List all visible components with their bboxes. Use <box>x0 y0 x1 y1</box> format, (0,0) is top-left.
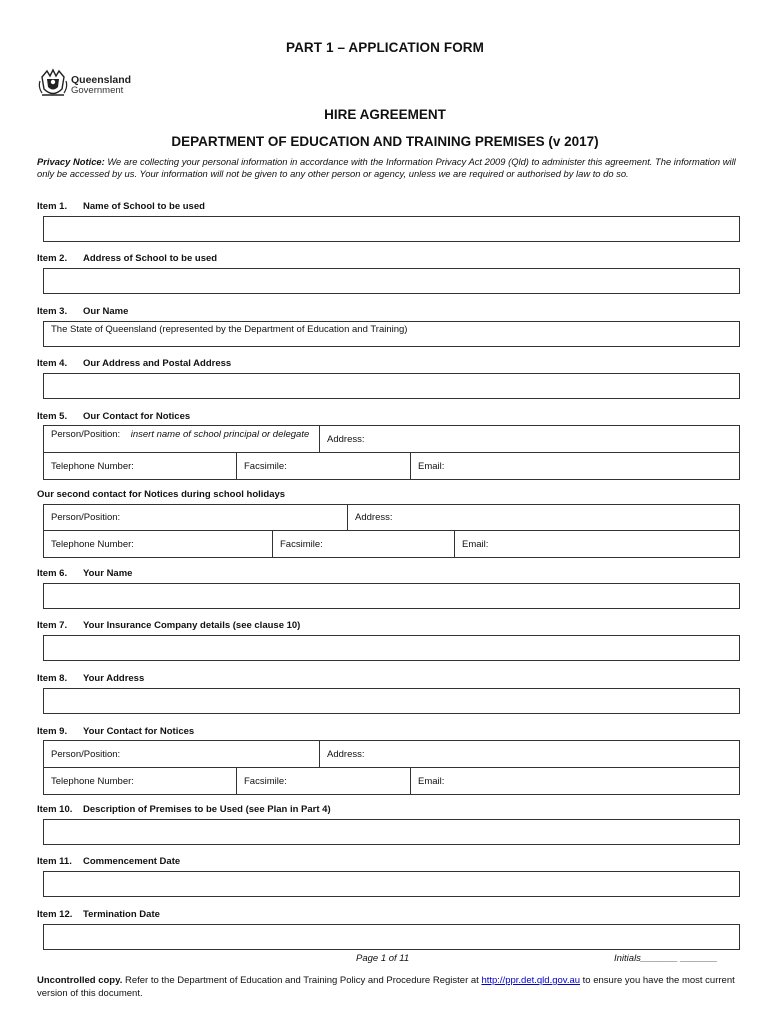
privacy-notice <box>37 156 737 179</box>
item12-label: Item 12. Termination Date <box>37 909 160 920</box>
privacy-text: We are collecting your personal information in accordance with the Information Privacy Act 2009 (Qld) to administer this agreement. The information will only be accessed by us. Your information will not be given to any other person or agency, unless we are required or authorised by law to do so. <box>37 156 736 179</box>
uncontrolled-label: Uncontrolled copy. <box>37 975 123 986</box>
second-contact-label: Our second contact for Notices during school holidays <box>37 489 286 500</box>
queensland-government-logo <box>38 67 148 99</box>
your-name-field[interactable] <box>43 583 740 609</box>
uncontrolled-copy-notice <box>37 975 737 1000</box>
item9-label: Item 9. Your Contact for Notices <box>37 726 195 737</box>
item1-label: Item 1. Name of School to be used <box>37 201 205 212</box>
page-title: PART 1 – APPLICATION FORM <box>285 40 484 55</box>
item3-label: Item 3. Our Name <box>37 306 129 317</box>
initials-field: Initials_______ _______ <box>614 953 718 964</box>
your-email-cell[interactable]: Email: <box>418 775 445 787</box>
item5-label: Item 5. Our Contact for Notices <box>37 411 191 422</box>
your-contact-table <box>43 740 740 795</box>
address-cell[interactable]: Address: <box>327 433 365 445</box>
page-number: Page 1 of 11 <box>356 953 410 964</box>
uncontrolled-end-text: to ensure you have the most current version of this document. <box>37 975 735 999</box>
our-address-field[interactable] <box>43 373 740 399</box>
premises-description-field[interactable] <box>43 819 740 845</box>
policy-register-link[interactable]: http://ppr.det.qld.gov.au <box>481 975 581 986</box>
school-address-field[interactable] <box>43 268 740 294</box>
telephone-cell[interactable]: Telephone Number: <box>44 453 237 479</box>
your-facsimile-cell[interactable]: Facsimile: <box>237 768 411 794</box>
item7-label: Item 7. Your Insurance Company details (see clause 10) <box>37 620 301 631</box>
your-telephone-cell[interactable]: Telephone Number: <box>44 768 237 794</box>
commencement-date-field[interactable] <box>43 871 740 897</box>
your-person-position-cell[interactable]: Person/Position: <box>44 741 320 767</box>
second-email-cell[interactable]: Email: <box>462 538 489 550</box>
facsimile-cell[interactable]: Facsimile: <box>237 453 411 479</box>
our-name-value: The State of Queensland (represented by the Department of Education and Training) <box>51 324 408 335</box>
termination-date-field[interactable] <box>43 924 740 950</box>
crest-icon <box>38 67 68 99</box>
item6-label: Item 6. Your Name <box>37 568 133 579</box>
item4-label: Item 4. Our Address and Postal Address <box>37 358 232 369</box>
item2-label: Item 2. Address of School to be used <box>37 253 218 264</box>
school-name-field[interactable] <box>43 216 740 242</box>
second-telephone-cell[interactable]: Telephone Number: <box>44 531 273 557</box>
privacy-label: Privacy Notice: <box>37 156 105 167</box>
second-facsimile-cell[interactable]: Facsimile: <box>273 531 455 557</box>
logo-text-government: Government <box>71 85 124 96</box>
our-contact-table <box>43 425 740 480</box>
insurance-field[interactable] <box>43 635 740 661</box>
logo-text-queensland: Queensland <box>71 74 132 86</box>
item8-label: Item 8. Your Address <box>37 673 145 684</box>
second-address-cell[interactable]: Address: <box>355 512 393 523</box>
department-title: DEPARTMENT OF EDUCATION AND TRAINING PREMISES (v 2017) <box>171 134 599 149</box>
your-address-cell[interactable]: Address: <box>327 748 365 760</box>
item10-label: Item 10. Description of Premises to be Used (see Plan in Part 4) <box>37 804 331 815</box>
our-name-field[interactable] <box>43 321 740 347</box>
agreement-title: HIRE AGREEMENT <box>324 107 446 122</box>
your-address-field[interactable] <box>43 688 740 714</box>
item11-label: Item 11. Commencement Date <box>37 856 181 867</box>
person-position-cell[interactable]: Person/Position: insert name of school principal or delegate <box>44 426 320 452</box>
uncontrolled-text: Refer to the Department of Education and Training Policy and Procedure Register at <box>122 975 482 986</box>
second-contact-table <box>43 504 740 558</box>
second-person-position-cell[interactable]: Person/Position: <box>44 505 348 530</box>
email-cell[interactable]: Email: <box>418 460 445 472</box>
